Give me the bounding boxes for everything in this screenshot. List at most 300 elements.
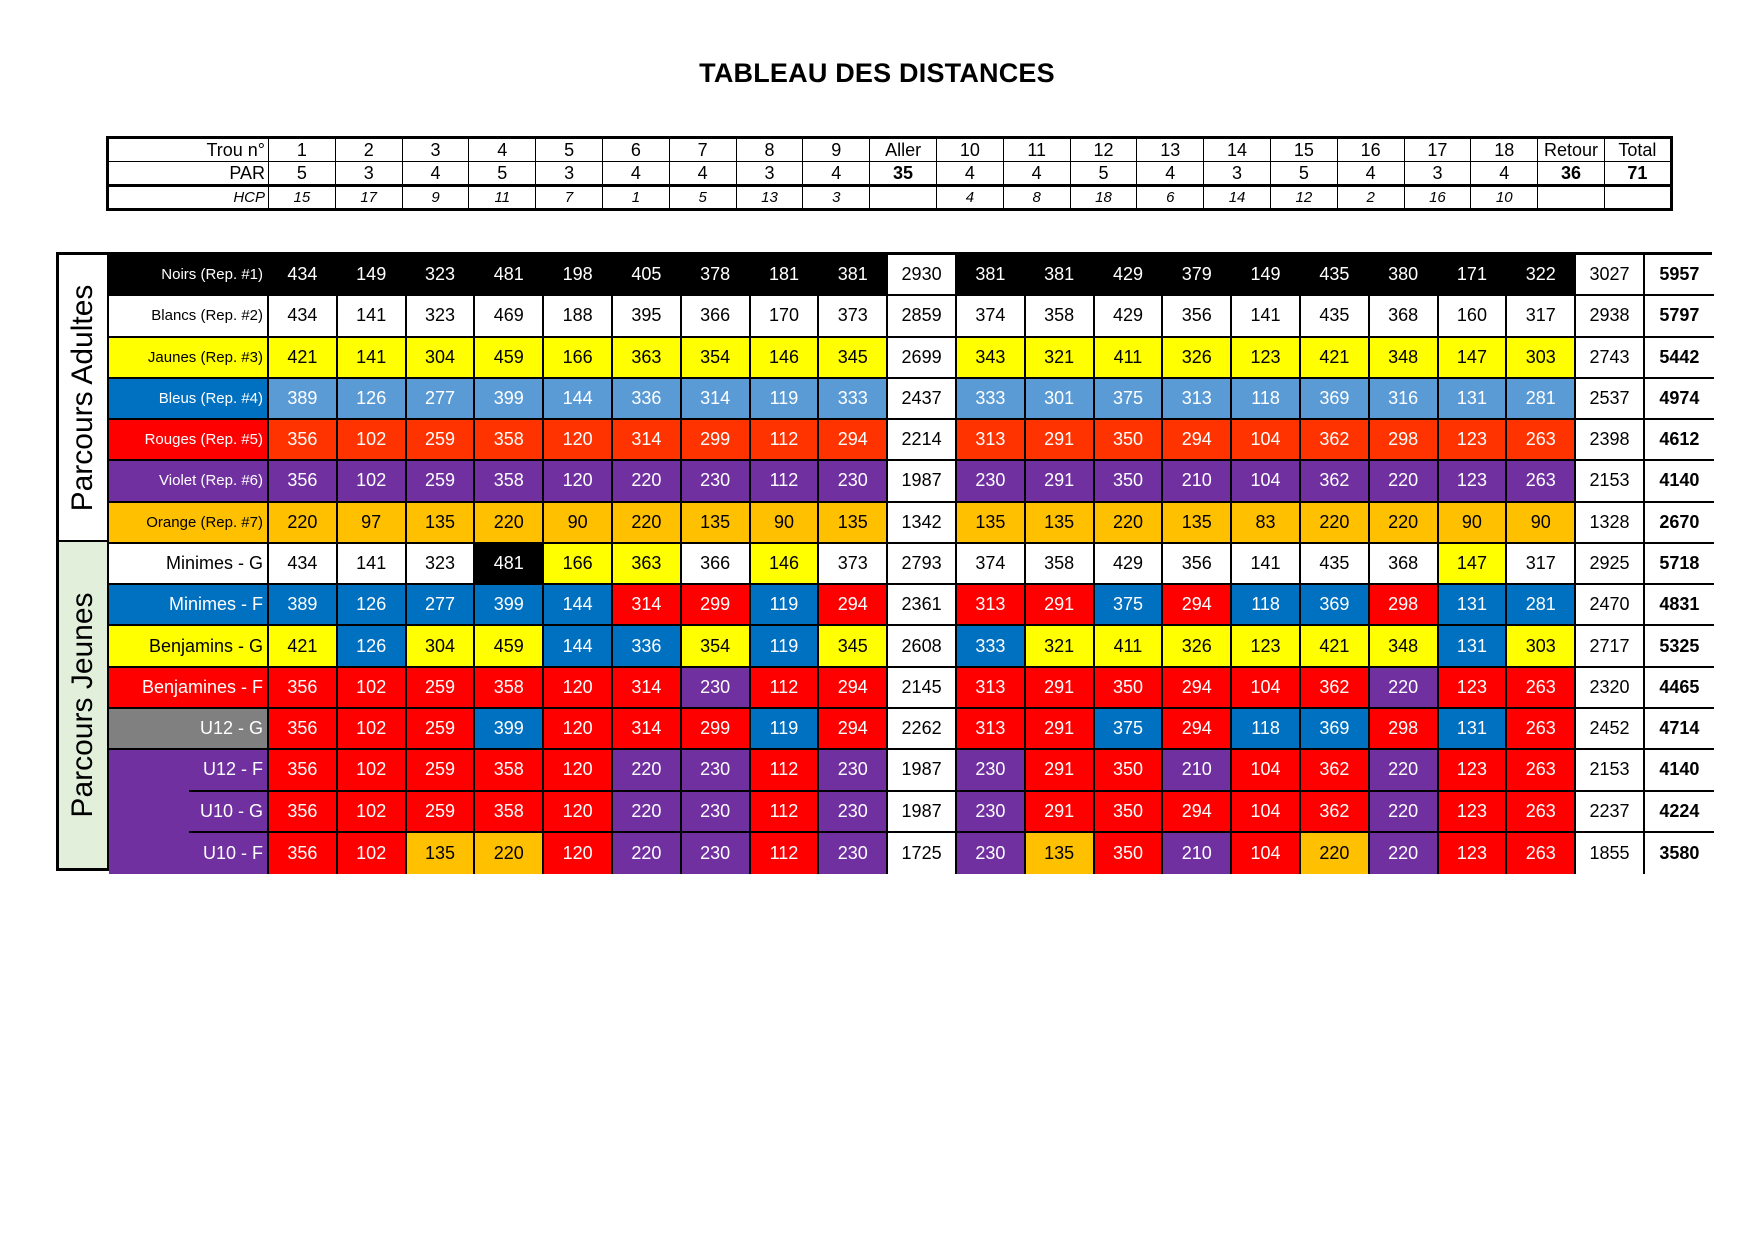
trou-cell: 13 (1137, 138, 1204, 162)
distance-cell: 395 (613, 296, 682, 337)
retour-cell: 1855 (1576, 833, 1645, 874)
table-row (109, 379, 1709, 420)
distance-cell: 411 (1095, 626, 1164, 667)
distance-cell: 123 (1232, 338, 1301, 379)
distance-cell: 421 (1301, 338, 1370, 379)
distance-cell: 369 (1301, 379, 1370, 420)
row-label: U12 - F (109, 750, 269, 791)
distance-cell: 230 (682, 668, 751, 709)
distance-cell: 434 (269, 544, 338, 585)
distance-cell: 135 (407, 503, 476, 544)
trou-cell: 5 (536, 138, 603, 162)
table-row (109, 792, 1709, 833)
distance-cell: 149 (1232, 255, 1301, 296)
hcp-label: HCP (108, 186, 269, 210)
distance-cell: 131 (1439, 585, 1508, 626)
distance-cell: 83 (1232, 503, 1301, 544)
retour-cell: 1328 (1576, 503, 1645, 544)
distance-cell: 281 (1507, 379, 1576, 420)
page-title: TABLEAU DES DISTANCES (699, 58, 1055, 88)
distance-cell: 220 (475, 503, 544, 544)
distance-cell: 112 (751, 833, 820, 874)
retour-cell: 3027 (1576, 255, 1645, 296)
aller-cell: 2859 (888, 296, 957, 337)
par-cell: 5 (269, 162, 336, 186)
distance-cell: 399 (475, 709, 544, 750)
distance-cell: 313 (957, 709, 1026, 750)
aller-cell: 2437 (888, 379, 957, 420)
par-cell: 35 (870, 162, 937, 186)
distance-cell: 220 (613, 503, 682, 544)
hcp-cell: 6 (1137, 186, 1204, 210)
distance-cell: 220 (475, 833, 544, 874)
distance-cell: 102 (338, 709, 407, 750)
total-cell: 4140 (1645, 750, 1714, 791)
distance-cell: 131 (1439, 626, 1508, 667)
distance-cell: 126 (338, 626, 407, 667)
distance-cell: 181 (751, 255, 820, 296)
distance-cell: 345 (819, 338, 888, 379)
distance-cell: 135 (1026, 833, 1095, 874)
aller-cell: 2145 (888, 668, 957, 709)
distance-cell: 298 (1370, 709, 1439, 750)
distance-cell: 230 (682, 833, 751, 874)
distance-cell: 299 (682, 585, 751, 626)
row-label: Benjamines - F (109, 668, 269, 709)
distance-cell: 366 (682, 544, 751, 585)
distance-cell: 375 (1095, 379, 1164, 420)
distance-cell: 147 (1439, 544, 1508, 585)
distance-cell: 123 (1439, 750, 1508, 791)
aller-cell: 2608 (888, 626, 957, 667)
distance-cell: 380 (1370, 255, 1439, 296)
distance-cell: 230 (682, 461, 751, 502)
row-label: Noirs (Rep. #1) (109, 255, 269, 296)
distance-cell: 141 (338, 296, 407, 337)
hcp-cell: 12 (1270, 186, 1337, 210)
distance-cell: 119 (751, 379, 820, 420)
distance-cell: 343 (957, 338, 1026, 379)
distance-cell: 362 (1301, 792, 1370, 833)
distance-cell: 230 (682, 750, 751, 791)
distance-cell: 356 (269, 420, 338, 461)
distance-cell: 120 (544, 792, 613, 833)
par-cell: 36 (1538, 162, 1605, 186)
trou-cell: 7 (669, 138, 736, 162)
distance-cell: 314 (682, 379, 751, 420)
distance-cell: 358 (475, 750, 544, 791)
distance-cell: 362 (1301, 461, 1370, 502)
hcp-cell: 7 (536, 186, 603, 210)
distance-cell: 259 (407, 668, 476, 709)
distance-cell: 389 (269, 379, 338, 420)
hcp-cell: 5 (669, 186, 736, 210)
distance-cell: 120 (544, 420, 613, 461)
distance-cell: 314 (613, 420, 682, 461)
distance-cell: 294 (1163, 709, 1232, 750)
distance-cell: 112 (751, 750, 820, 791)
hole-number-row (108, 138, 1672, 162)
distance-cell: 313 (957, 668, 1026, 709)
distance-cell: 119 (751, 585, 820, 626)
distance-cell: 147 (1439, 338, 1508, 379)
distance-cell: 399 (475, 379, 544, 420)
distance-cell: 348 (1370, 626, 1439, 667)
distance-cell: 381 (957, 255, 1026, 296)
distance-cell: 350 (1095, 750, 1164, 791)
retour-cell: 2320 (1576, 668, 1645, 709)
distance-cell: 102 (338, 420, 407, 461)
table-row (109, 668, 1709, 709)
par-cell: 4 (936, 162, 1003, 186)
section-jeunes-label: Parcours Jeunes (66, 592, 99, 818)
distance-cell: 375 (1095, 585, 1164, 626)
distance-cell: 220 (1370, 792, 1439, 833)
retour-cell: 2153 (1576, 750, 1645, 791)
total-cell: 5797 (1645, 296, 1714, 337)
distance-cell: 291 (1026, 792, 1095, 833)
distance-cell: 374 (957, 296, 1026, 337)
distance-cell: 166 (544, 338, 613, 379)
distance-cell: 314 (613, 585, 682, 626)
section-adultes (59, 255, 109, 542)
total-cell: 4224 (1645, 792, 1714, 833)
distance-cell: 481 (475, 544, 544, 585)
par-cell: 4 (1137, 162, 1204, 186)
distance-cell: 123 (1439, 792, 1508, 833)
par-cell: 4 (669, 162, 736, 186)
table-row (109, 338, 1709, 379)
distance-cell: 362 (1301, 668, 1370, 709)
distance-cell: 316 (1370, 379, 1439, 420)
distance-cell: 435 (1301, 296, 1370, 337)
distance-cell: 304 (407, 626, 476, 667)
distance-cell: 104 (1232, 420, 1301, 461)
distance-cell: 354 (682, 626, 751, 667)
par-row (108, 162, 1672, 186)
trou-cell: Aller (870, 138, 937, 162)
distance-cell: 354 (682, 338, 751, 379)
distance-cell: 220 (1370, 750, 1439, 791)
table-row (109, 750, 1709, 791)
distance-cell: 294 (1163, 668, 1232, 709)
distance-cell: 220 (269, 503, 338, 544)
distance-cell: 368 (1370, 544, 1439, 585)
trou-cell: 11 (1003, 138, 1070, 162)
distance-cell: 120 (544, 668, 613, 709)
distance-cell: 294 (819, 420, 888, 461)
par-cell: 5 (1270, 162, 1337, 186)
distance-cell: 210 (1163, 461, 1232, 502)
par-cell: 4 (1337, 162, 1404, 186)
distance-cell: 291 (1026, 461, 1095, 502)
hcp-cell: 14 (1204, 186, 1271, 210)
distance-cell: 348 (1370, 338, 1439, 379)
distance-cell: 263 (1507, 668, 1576, 709)
distance-cell: 259 (407, 420, 476, 461)
table-row (109, 709, 1709, 750)
distance-cell: 303 (1507, 626, 1576, 667)
distance-cell: 366 (682, 296, 751, 337)
hole-number-label: Trou n° (108, 138, 269, 162)
trou-cell: 16 (1337, 138, 1404, 162)
distance-cell: 350 (1095, 668, 1164, 709)
par-cell: 4 (803, 162, 870, 186)
distance-cell: 230 (957, 750, 1026, 791)
distance-cell: 263 (1507, 461, 1576, 502)
hcp-cell: 9 (402, 186, 469, 210)
distance-cell: 210 (1163, 833, 1232, 874)
distance-cell: 220 (1301, 833, 1370, 874)
retour-cell: 2717 (1576, 626, 1645, 667)
distance-cell: 326 (1163, 626, 1232, 667)
distance-cell: 362 (1301, 420, 1370, 461)
distance-cell: 123 (1439, 420, 1508, 461)
distance-cell: 411 (1095, 338, 1164, 379)
distances-grid (109, 255, 1709, 868)
distance-cell: 277 (407, 379, 476, 420)
distance-cell: 102 (338, 461, 407, 502)
trou-cell: 4 (469, 138, 536, 162)
distance-cell: 421 (269, 338, 338, 379)
distance-cell: 263 (1507, 420, 1576, 461)
distance-cell: 299 (682, 420, 751, 461)
row-label: Jaunes (Rep. #3) (109, 338, 269, 379)
hcp-cell: 1 (602, 186, 669, 210)
trou-cell: 1 (269, 138, 336, 162)
distance-cell: 369 (1301, 709, 1370, 750)
distance-cell: 333 (819, 379, 888, 420)
table-row (109, 461, 1709, 502)
distance-cell: 90 (1507, 503, 1576, 544)
distance-cell: 345 (819, 626, 888, 667)
table-row (109, 503, 1709, 544)
distance-cell: 166 (544, 544, 613, 585)
distance-cell: 135 (682, 503, 751, 544)
distance-cell: 333 (957, 626, 1026, 667)
distance-cell: 141 (1232, 544, 1301, 585)
distance-cell: 90 (751, 503, 820, 544)
distance-cell: 350 (1095, 461, 1164, 502)
distance-cell: 435 (1301, 255, 1370, 296)
distance-cell: 429 (1095, 296, 1164, 337)
distance-cell: 321 (1026, 626, 1095, 667)
distance-cell: 263 (1507, 750, 1576, 791)
distance-cell: 356 (269, 750, 338, 791)
distance-cell: 112 (751, 461, 820, 502)
distance-cell: 389 (269, 585, 338, 626)
distance-cell: 291 (1026, 668, 1095, 709)
distance-cell: 144 (544, 585, 613, 626)
distance-cell: 373 (819, 544, 888, 585)
distance-cell: 135 (957, 503, 1026, 544)
distance-cell: 291 (1026, 709, 1095, 750)
distance-cell: 135 (819, 503, 888, 544)
distance-cell: 333 (957, 379, 1026, 420)
retour-cell: 2938 (1576, 296, 1645, 337)
distance-cell: 123 (1439, 833, 1508, 874)
aller-cell: 1987 (888, 461, 957, 502)
distance-cell: 120 (544, 750, 613, 791)
distance-cell: 434 (269, 255, 338, 296)
distance-cell: 429 (1095, 544, 1164, 585)
trou-cell: 10 (936, 138, 1003, 162)
retour-cell: 2452 (1576, 709, 1645, 750)
distance-cell: 259 (407, 709, 476, 750)
total-cell: 2670 (1645, 503, 1714, 544)
distance-cell: 118 (1232, 379, 1301, 420)
retour-cell: 2743 (1576, 338, 1645, 379)
distance-cell: 356 (269, 668, 338, 709)
total-cell: 4612 (1645, 420, 1714, 461)
distance-cell: 144 (544, 626, 613, 667)
distance-cell: 131 (1439, 379, 1508, 420)
distance-cell: 220 (1370, 833, 1439, 874)
distance-cell: 160 (1439, 296, 1508, 337)
aller-cell: 2930 (888, 255, 957, 296)
aller-cell: 2699 (888, 338, 957, 379)
trou-cell: 3 (402, 138, 469, 162)
table-row (109, 626, 1709, 667)
distance-cell: 369 (1301, 585, 1370, 626)
distance-cell: 230 (957, 461, 1026, 502)
distance-cell: 135 (1163, 503, 1232, 544)
par-cell: 4 (402, 162, 469, 186)
total-cell: 5718 (1645, 544, 1714, 585)
par-cell: 4 (602, 162, 669, 186)
distance-cell: 363 (613, 338, 682, 379)
trou-cell: Total (1604, 138, 1671, 162)
distance-cell: 102 (338, 792, 407, 833)
distance-cell: 263 (1507, 792, 1576, 833)
distance-cell: 230 (957, 833, 1026, 874)
hole-info-table (106, 136, 1673, 211)
section-jeunes (59, 542, 109, 868)
row-label: Minimes - G (109, 544, 269, 585)
distance-cell: 459 (475, 626, 544, 667)
table-row (109, 296, 1709, 337)
distance-cell: 356 (269, 709, 338, 750)
distance-cell: 323 (407, 255, 476, 296)
hcp-cell: 15 (269, 186, 336, 210)
retour-cell: 2398 (1576, 420, 1645, 461)
distance-cell: 259 (407, 461, 476, 502)
distance-cell: 220 (613, 461, 682, 502)
distance-cell: 230 (819, 792, 888, 833)
distance-cell: 481 (475, 255, 544, 296)
total-cell: 5957 (1645, 255, 1714, 296)
distance-cell: 135 (1026, 503, 1095, 544)
distance-cell: 102 (338, 668, 407, 709)
distance-cell: 90 (544, 503, 613, 544)
distance-cell: 220 (613, 792, 682, 833)
distance-cell: 317 (1507, 296, 1576, 337)
distance-cell: 399 (475, 585, 544, 626)
par-cell: 5 (469, 162, 536, 186)
row-label: Benjamins - G (109, 626, 269, 667)
distance-cell: 104 (1232, 461, 1301, 502)
distance-cell: 358 (1026, 544, 1095, 585)
par-cell: 71 (1604, 162, 1671, 186)
distance-cell: 314 (613, 709, 682, 750)
retour-cell: 2470 (1576, 585, 1645, 626)
row-label: U10 - F (109, 833, 269, 874)
distance-cell: 375 (1095, 709, 1164, 750)
distance-cell: 230 (682, 792, 751, 833)
distance-cell: 104 (1232, 792, 1301, 833)
row-label: U10 - G (109, 792, 269, 833)
distance-cell: 259 (407, 792, 476, 833)
distance-cell: 356 (1163, 296, 1232, 337)
distance-cell: 104 (1232, 833, 1301, 874)
distance-cell: 170 (751, 296, 820, 337)
distance-cell: 112 (751, 420, 820, 461)
distance-cell: 314 (613, 668, 682, 709)
par-cell: 3 (736, 162, 803, 186)
distance-cell: 104 (1232, 750, 1301, 791)
distance-cell: 321 (1026, 338, 1095, 379)
distance-cell: 220 (1370, 503, 1439, 544)
distance-cell: 381 (1026, 255, 1095, 296)
distance-cell: 112 (751, 668, 820, 709)
distance-cell: 198 (544, 255, 613, 296)
distance-cell: 97 (338, 503, 407, 544)
distance-cell: 363 (613, 544, 682, 585)
distance-cell: 350 (1095, 420, 1164, 461)
aller-cell: 1342 (888, 503, 957, 544)
distance-cell: 378 (682, 255, 751, 296)
distance-cell: 277 (407, 585, 476, 626)
trou-cell: Retour (1538, 138, 1605, 162)
distance-cell: 350 (1095, 833, 1164, 874)
total-cell: 4140 (1645, 461, 1714, 502)
distance-cell: 373 (819, 296, 888, 337)
aller-cell: 2361 (888, 585, 957, 626)
par-cell: 3 (335, 162, 402, 186)
hcp-cell: 11 (469, 186, 536, 210)
distance-cell: 118 (1232, 585, 1301, 626)
aller-cell: 1987 (888, 750, 957, 791)
distance-cell: 356 (269, 461, 338, 502)
distance-cell: 230 (957, 792, 1026, 833)
retour-cell: 2237 (1576, 792, 1645, 833)
distance-cell: 405 (613, 255, 682, 296)
distance-cell: 131 (1439, 709, 1508, 750)
distance-cell: 336 (613, 379, 682, 420)
distance-cell: 220 (1301, 503, 1370, 544)
trou-cell: 9 (803, 138, 870, 162)
distance-cell: 429 (1095, 255, 1164, 296)
total-cell: 5442 (1645, 338, 1714, 379)
trou-cell: 14 (1204, 138, 1271, 162)
trou-cell: 15 (1270, 138, 1337, 162)
distance-cell: 298 (1370, 585, 1439, 626)
distance-cell: 294 (1163, 420, 1232, 461)
distance-cell: 358 (475, 792, 544, 833)
distance-cell: 188 (544, 296, 613, 337)
distance-cell: 294 (819, 668, 888, 709)
distance-cell: 220 (1095, 503, 1164, 544)
distance-cell: 123 (1232, 626, 1301, 667)
table-row (109, 255, 1709, 296)
distance-cell: 126 (338, 585, 407, 626)
trou-cell: 8 (736, 138, 803, 162)
total-cell: 3580 (1645, 833, 1714, 874)
aller-cell: 1987 (888, 792, 957, 833)
total-cell: 4974 (1645, 379, 1714, 420)
row-label: Bleus (Rep. #4) (109, 379, 269, 420)
table-row (109, 833, 1709, 874)
